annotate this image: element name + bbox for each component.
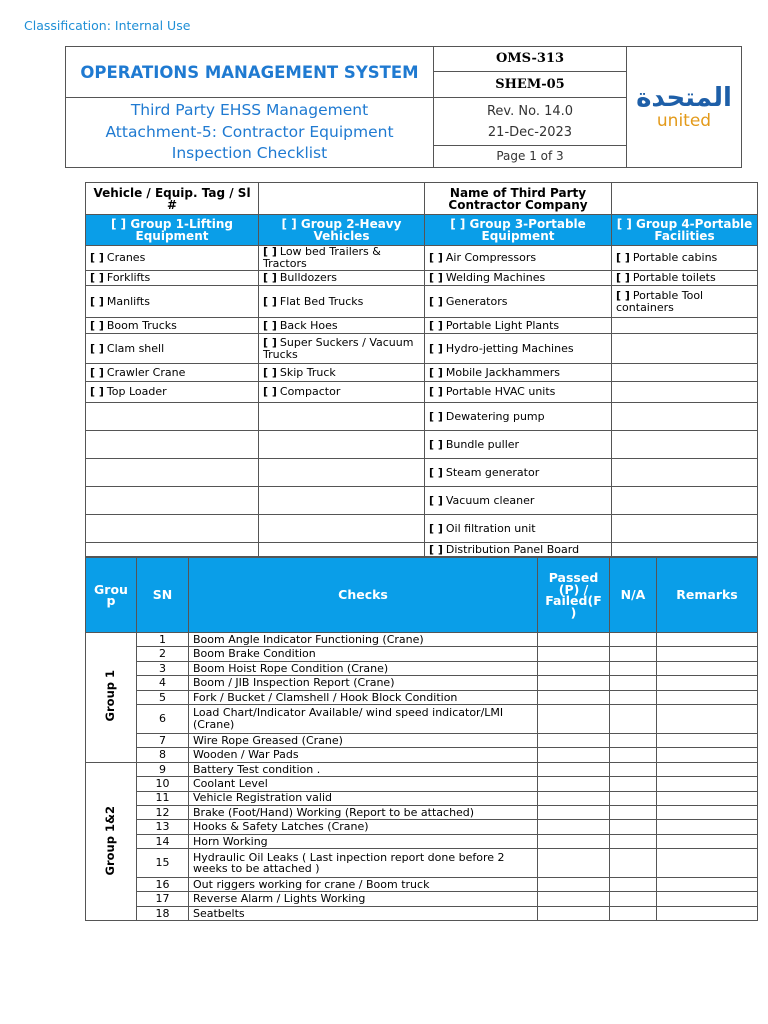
na-cell[interactable] bbox=[610, 791, 657, 805]
equipment-cell[interactable] bbox=[86, 382, 259, 403]
equipment-row bbox=[86, 271, 758, 286]
check-row bbox=[86, 690, 758, 704]
na-cell[interactable] bbox=[610, 690, 657, 704]
equipment-cell[interactable] bbox=[425, 286, 612, 318]
checkbox[interactable]: [ ] bbox=[616, 251, 630, 264]
checks-column-header: Checks bbox=[189, 558, 538, 633]
group-label-cell bbox=[86, 762, 137, 921]
check-sn: 4 bbox=[137, 676, 189, 690]
check-row bbox=[86, 849, 758, 878]
checkbox[interactable]: [ ] bbox=[429, 318, 443, 332]
equipment-cell bbox=[612, 459, 758, 487]
passed-failed-cell[interactable] bbox=[538, 748, 610, 762]
checkbox[interactable]: [ ] bbox=[429, 542, 443, 556]
check-text: Coolant Level bbox=[189, 777, 538, 791]
equipment-row bbox=[86, 382, 758, 403]
passed-failed-cell[interactable] bbox=[538, 647, 610, 661]
checks-table bbox=[85, 557, 758, 921]
check-row bbox=[86, 805, 758, 819]
equipment-label: Crawler Crane bbox=[106, 365, 186, 379]
equipment-cell[interactable] bbox=[259, 334, 425, 364]
check-text: Wire Rope Greased (Crane) bbox=[189, 733, 538, 747]
check-text: Load Chart/Indicator Available/ wind speed indicator/LMI (Crane) bbox=[189, 704, 538, 733]
equipment-label: Super Suckers / Vacuum Trucks bbox=[263, 335, 414, 361]
checkbox[interactable]: [ ] bbox=[429, 365, 443, 379]
logo-arabic-text: المتحدة bbox=[636, 83, 732, 113]
remarks-cell[interactable] bbox=[657, 690, 758, 704]
passed-failed-cell[interactable] bbox=[538, 762, 610, 776]
equipment-cell bbox=[612, 431, 758, 459]
equipment-cell[interactable] bbox=[86, 364, 259, 382]
equipment-cell[interactable] bbox=[425, 431, 612, 459]
na-cell[interactable] bbox=[610, 805, 657, 819]
group-column-header: Grou p bbox=[86, 558, 137, 633]
equipment-cell bbox=[259, 459, 425, 487]
check-text: Vehicle Registration valid bbox=[189, 791, 538, 805]
group-label: Group 1&2 bbox=[103, 805, 118, 875]
equipment-cell[interactable] bbox=[425, 403, 612, 431]
na-cell[interactable] bbox=[610, 820, 657, 834]
remarks-cell[interactable] bbox=[657, 849, 758, 878]
na-cell[interactable] bbox=[610, 633, 657, 647]
checkbox[interactable]: [ ] bbox=[263, 335, 277, 349]
equipment-cell[interactable] bbox=[259, 364, 425, 382]
na-column-header: N/A bbox=[610, 558, 657, 633]
remarks-cell[interactable] bbox=[657, 748, 758, 762]
passed-failed-cell[interactable] bbox=[538, 834, 610, 848]
check-text: Boom Hoist Rope Condition (Crane) bbox=[189, 661, 538, 675]
equipment-label: Portable cabins bbox=[632, 251, 718, 264]
remarks-cell[interactable] bbox=[657, 892, 758, 906]
check-sn: 10 bbox=[137, 777, 189, 791]
na-cell[interactable] bbox=[610, 704, 657, 733]
equipment-cell bbox=[612, 403, 758, 431]
group-header-1[interactable]: [ ] Group 1-Lifting Equipment bbox=[86, 215, 259, 246]
passed-failed-cell[interactable] bbox=[538, 777, 610, 791]
check-sn: 2 bbox=[137, 647, 189, 661]
equipment-cell[interactable] bbox=[425, 271, 612, 286]
equipment-label: Distribution Panel Board bbox=[445, 542, 580, 556]
equipment-label: Low bed Trailers & Tractors bbox=[263, 245, 381, 270]
equipment-label: Skip Truck bbox=[279, 365, 336, 379]
remarks-cell[interactable] bbox=[657, 762, 758, 776]
checkbox[interactable]: [ ] bbox=[263, 245, 277, 258]
checkbox[interactable]: [ ] bbox=[616, 271, 630, 284]
na-cell[interactable] bbox=[610, 892, 657, 906]
equipment-label: Clam shell bbox=[106, 341, 165, 355]
checkbox[interactable]: [ ] bbox=[429, 385, 443, 398]
equipment-label: Oil filtration unit bbox=[445, 521, 536, 535]
classification-label: Classification: Internal Use bbox=[24, 18, 191, 33]
equipment-cell[interactable] bbox=[612, 246, 758, 271]
equipment-cell[interactable] bbox=[86, 334, 259, 364]
check-row bbox=[86, 676, 758, 690]
checkbox[interactable]: [ ] bbox=[90, 318, 104, 332]
equipment-cell[interactable] bbox=[259, 318, 425, 334]
remarks-cell[interactable] bbox=[657, 791, 758, 805]
check-row bbox=[86, 647, 758, 661]
equipment-label: Portable Light Plants bbox=[445, 318, 560, 332]
remarks-cell[interactable] bbox=[657, 777, 758, 791]
na-cell[interactable] bbox=[610, 878, 657, 892]
equipment-cell[interactable] bbox=[86, 286, 259, 318]
doc-code-2: SHEM-05 bbox=[495, 77, 565, 92]
sn-column-header: SN bbox=[137, 558, 189, 633]
checkbox[interactable]: [ ] bbox=[90, 365, 104, 379]
remarks-cell[interactable] bbox=[657, 647, 758, 661]
equipment-cell bbox=[259, 543, 425, 557]
equipment-cell[interactable] bbox=[259, 286, 425, 318]
equipment-cell bbox=[86, 515, 259, 543]
check-sn: 16 bbox=[137, 878, 189, 892]
equipment-label: Portable Tool containers bbox=[616, 288, 704, 314]
checkbox[interactable]: [ ] bbox=[263, 294, 277, 308]
remarks-cell[interactable] bbox=[657, 834, 758, 848]
check-sn: 15 bbox=[137, 849, 189, 878]
passed-failed-cell[interactable] bbox=[538, 878, 610, 892]
doc-title-line-1: Third Party EHSS Management bbox=[130, 101, 369, 120]
equipment-cell[interactable] bbox=[425, 246, 612, 271]
checkbox[interactable]: [ ] bbox=[263, 318, 277, 332]
passed-failed-cell[interactable] bbox=[538, 820, 610, 834]
passed-failed-cell[interactable] bbox=[538, 704, 610, 733]
equipment-label: Compactor bbox=[279, 385, 341, 398]
equipment-label: Vacuum cleaner bbox=[445, 493, 535, 507]
document-title bbox=[66, 98, 434, 168]
equipment-cell[interactable] bbox=[425, 487, 612, 515]
passed-failed-cell[interactable] bbox=[538, 892, 610, 906]
check-text: Horn Working bbox=[189, 834, 538, 848]
equipment-label: Cranes bbox=[106, 251, 146, 264]
equipment-label: Back Hoes bbox=[279, 318, 338, 332]
check-row bbox=[86, 748, 758, 762]
equipment-cell[interactable] bbox=[425, 382, 612, 403]
check-sn: 11 bbox=[137, 791, 189, 805]
equipment-cell bbox=[612, 515, 758, 543]
equipment-label: Steam generator bbox=[445, 465, 540, 479]
checkbox[interactable]: [ ] bbox=[429, 294, 443, 308]
group-header-2[interactable]: [ ] Group 2-Heavy Vehicles bbox=[259, 215, 425, 246]
group-label: Group 1 bbox=[103, 670, 118, 722]
company-name-field[interactable] bbox=[612, 183, 758, 215]
equipment-row bbox=[86, 459, 758, 487]
checkbox[interactable]: [ ] bbox=[429, 341, 443, 355]
equipment-cell[interactable] bbox=[612, 286, 758, 318]
passed-failed-cell[interactable] bbox=[538, 690, 610, 704]
na-cell[interactable] bbox=[610, 676, 657, 690]
equipment-cell bbox=[612, 364, 758, 382]
check-text: Battery Test condition . bbox=[189, 762, 538, 776]
vehicle-tag-label: Vehicle / Equip. Tag / Sl # bbox=[86, 183, 259, 215]
equipment-row bbox=[86, 543, 758, 557]
check-row bbox=[86, 906, 758, 920]
checkbox[interactable]: [ ] bbox=[90, 271, 104, 284]
equipment-table bbox=[85, 182, 758, 557]
remarks-cell[interactable] bbox=[657, 805, 758, 819]
equipment-label: Bulldozers bbox=[279, 271, 338, 284]
equipment-row bbox=[86, 334, 758, 364]
passed-failed-column-header: Passed (P) / Failed(F ) bbox=[538, 558, 610, 633]
check-sn: 13 bbox=[137, 820, 189, 834]
equipment-cell[interactable] bbox=[86, 318, 259, 334]
check-row bbox=[86, 633, 758, 647]
document-header bbox=[65, 46, 742, 168]
equipment-label: Mobile Jackhammers bbox=[445, 365, 561, 379]
check-row bbox=[86, 878, 758, 892]
equipment-cell[interactable] bbox=[86, 271, 259, 286]
remarks-cell[interactable] bbox=[657, 878, 758, 892]
check-text: Reverse Alarm / Lights Working bbox=[189, 892, 538, 906]
company-logo bbox=[627, 47, 742, 168]
equipment-cell bbox=[259, 515, 425, 543]
revision-number: Rev. No. 14.0 bbox=[486, 104, 574, 119]
doc-title-line-3: Inspection Checklist bbox=[171, 144, 328, 163]
equipment-row bbox=[86, 515, 758, 543]
check-sn: 3 bbox=[137, 661, 189, 675]
passed-failed-cell[interactable] bbox=[538, 676, 610, 690]
equipment-row bbox=[86, 318, 758, 334]
check-text: Hydraulic Oil Leaks ( Last inpection report done before 2 weeks to be attached ) bbox=[189, 849, 538, 878]
equipment-cell[interactable] bbox=[425, 543, 612, 557]
equipment-cell[interactable] bbox=[259, 246, 425, 271]
equipment-cell bbox=[612, 382, 758, 403]
checkbox[interactable]: [ ] bbox=[90, 251, 104, 264]
equipment-cell[interactable] bbox=[259, 271, 425, 286]
revision-date: 21-Dec-2023 bbox=[434, 122, 626, 146]
company-name-label: Name of Third Party Contractor Company bbox=[425, 183, 612, 215]
equipment-label: Top Loader bbox=[106, 385, 167, 398]
equipment-cell bbox=[259, 487, 425, 515]
checkbox[interactable]: [ ] bbox=[616, 288, 630, 302]
check-row bbox=[86, 704, 758, 733]
remarks-column-header: Remarks bbox=[657, 558, 758, 633]
check-text: Hooks & Safety Latches (Crane) bbox=[189, 820, 538, 834]
equipment-cell bbox=[86, 543, 259, 557]
page-number: Page 1 of 3 bbox=[496, 149, 564, 163]
equipment-cell bbox=[86, 487, 259, 515]
equipment-cell[interactable] bbox=[425, 334, 612, 364]
check-row bbox=[86, 791, 758, 805]
equipment-cell bbox=[86, 403, 259, 431]
checkbox[interactable]: [ ] bbox=[429, 437, 443, 451]
checkbox[interactable]: [ ] bbox=[429, 521, 443, 535]
check-text: Out riggers working for crane / Boom truck bbox=[189, 878, 538, 892]
passed-failed-cell[interactable] bbox=[538, 633, 610, 647]
check-sn: 7 bbox=[137, 733, 189, 747]
group-header-3[interactable]: [ ] Group 3-Portable Equipment bbox=[425, 215, 612, 246]
check-sn: 1 bbox=[137, 633, 189, 647]
passed-failed-cell[interactable] bbox=[538, 661, 610, 675]
check-text: Wooden / War Pads bbox=[189, 748, 538, 762]
equipment-cell bbox=[612, 487, 758, 515]
doc-title-line-2: Attachment-5: Contractor Equipment bbox=[105, 122, 394, 141]
equipment-row bbox=[86, 403, 758, 431]
equipment-cell[interactable] bbox=[259, 382, 425, 403]
remarks-cell[interactable] bbox=[657, 704, 758, 733]
check-sn: 8 bbox=[137, 748, 189, 762]
checkbox[interactable]: [ ] bbox=[90, 341, 104, 355]
checkbox[interactable]: [ ] bbox=[263, 271, 277, 284]
group-header-4[interactable]: [ ] Group 4-Portable Facilities bbox=[612, 215, 758, 246]
checkbox[interactable]: [ ] bbox=[429, 271, 443, 284]
equipment-cell[interactable] bbox=[86, 246, 259, 271]
na-cell[interactable] bbox=[610, 834, 657, 848]
equipment-row bbox=[86, 246, 758, 271]
checkbox[interactable]: [ ] bbox=[429, 251, 443, 264]
check-text: Fork / Bucket / Clamshell / Hook Block Condition bbox=[189, 690, 538, 704]
checkbox[interactable]: [ ] bbox=[263, 385, 277, 398]
equipment-cell[interactable] bbox=[425, 364, 612, 382]
check-text: Boom / JIB Inspection Report (Crane) bbox=[189, 676, 538, 690]
equipment-label: Generators bbox=[445, 294, 508, 308]
equipment-label: Manlifts bbox=[106, 294, 150, 308]
check-text: Boom Brake Condition bbox=[189, 647, 538, 661]
na-cell[interactable] bbox=[610, 748, 657, 762]
check-sn: 9 bbox=[137, 762, 189, 776]
na-cell[interactable] bbox=[610, 762, 657, 776]
checkbox[interactable]: [ ] bbox=[429, 409, 443, 423]
equipment-row bbox=[86, 487, 758, 515]
check-row bbox=[86, 762, 758, 776]
equipment-label: Air Compressors bbox=[445, 251, 537, 264]
check-sn: 6 bbox=[137, 704, 189, 733]
equipment-label: Hydro-jetting Machines bbox=[445, 341, 574, 355]
check-sn: 5 bbox=[137, 690, 189, 704]
remarks-cell[interactable] bbox=[657, 661, 758, 675]
check-sn: 18 bbox=[137, 906, 189, 920]
vehicle-tag-field[interactable] bbox=[259, 183, 425, 215]
remarks-cell[interactable] bbox=[657, 733, 758, 747]
equipment-cell[interactable] bbox=[425, 318, 612, 334]
na-cell[interactable] bbox=[610, 733, 657, 747]
equipment-cell bbox=[612, 318, 758, 334]
equipment-cell bbox=[259, 431, 425, 459]
remarks-cell[interactable] bbox=[657, 633, 758, 647]
checkbox[interactable]: [ ] bbox=[263, 365, 277, 379]
doc-code-1: OMS-313 bbox=[434, 47, 626, 72]
logo-english-text: united bbox=[656, 111, 712, 131]
na-cell[interactable] bbox=[610, 777, 657, 791]
equipment-label: Dewatering pump bbox=[445, 409, 545, 423]
check-text: Seatbelts bbox=[189, 906, 538, 920]
group-label-cell bbox=[86, 633, 137, 763]
equipment-label: Boom Trucks bbox=[106, 318, 177, 332]
checkbox[interactable]: [ ] bbox=[429, 493, 443, 507]
equipment-cell[interactable] bbox=[425, 515, 612, 543]
equipment-label: Forklifts bbox=[106, 271, 151, 284]
check-row bbox=[86, 834, 758, 848]
check-row bbox=[86, 820, 758, 834]
na-cell[interactable] bbox=[610, 906, 657, 920]
check-sn: 17 bbox=[137, 892, 189, 906]
equipment-cell[interactable] bbox=[612, 271, 758, 286]
equipment-cell bbox=[86, 459, 259, 487]
check-sn: 14 bbox=[137, 834, 189, 848]
equipment-label: Flat Bed Trucks bbox=[279, 294, 364, 308]
equipment-cell bbox=[612, 334, 758, 364]
equipment-label: Welding Machines bbox=[445, 271, 546, 284]
equipment-row bbox=[86, 431, 758, 459]
check-row bbox=[86, 661, 758, 675]
equipment-cell[interactable] bbox=[425, 459, 612, 487]
remarks-cell[interactable] bbox=[657, 820, 758, 834]
checkbox[interactable]: [ ] bbox=[90, 294, 104, 308]
equipment-cell bbox=[612, 543, 758, 557]
remarks-cell[interactable] bbox=[657, 906, 758, 920]
equipment-label: Bundle puller bbox=[445, 437, 520, 451]
passed-failed-cell[interactable] bbox=[538, 805, 610, 819]
equipment-cell bbox=[86, 431, 259, 459]
checkbox[interactable]: [ ] bbox=[429, 465, 443, 479]
na-cell[interactable] bbox=[610, 849, 657, 878]
passed-failed-cell[interactable] bbox=[538, 906, 610, 920]
passed-failed-cell[interactable] bbox=[538, 733, 610, 747]
na-cell[interactable] bbox=[610, 647, 657, 661]
equipment-row bbox=[86, 364, 758, 382]
check-sn: 12 bbox=[137, 805, 189, 819]
equipment-cell bbox=[259, 403, 425, 431]
check-row bbox=[86, 777, 758, 791]
passed-failed-cell[interactable] bbox=[538, 849, 610, 878]
na-cell[interactable] bbox=[610, 661, 657, 675]
remarks-cell[interactable] bbox=[657, 676, 758, 690]
passed-failed-cell[interactable] bbox=[538, 791, 610, 805]
check-row bbox=[86, 892, 758, 906]
check-row bbox=[86, 733, 758, 747]
system-title: OPERATIONS MANAGEMENT SYSTEM bbox=[66, 47, 434, 98]
checkbox[interactable]: [ ] bbox=[90, 385, 104, 398]
check-text: Brake (Foot/Hand) Working (Report to be attached) bbox=[189, 805, 538, 819]
check-text: Boom Angle Indicator Functioning (Crane) bbox=[189, 633, 538, 647]
equipment-label: Portable HVAC units bbox=[445, 385, 556, 398]
equipment-label: Portable toilets bbox=[632, 271, 716, 284]
equipment-row bbox=[86, 286, 758, 318]
